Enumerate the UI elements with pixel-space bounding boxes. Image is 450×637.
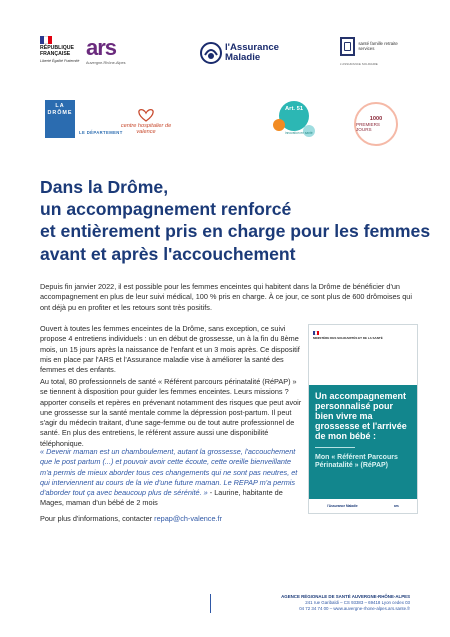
french-flag-icon [40, 36, 52, 44]
drome-letters: LA DRÔME [47, 103, 73, 116]
premiers-jours-number: 1000 [369, 115, 383, 122]
orange-circle-icon [273, 119, 285, 131]
brochure-headline: Un accompagnement personnalisé pour bien vivre ma grossesse et l'arrivée de mon bébé : [315, 391, 407, 441]
quote-text: « Devenir maman est un chamboulement, autant la grossesse, l'accouchement que le post partum (...) et pouvoir avoir cette écoute, cette oreille bienveillante m'a permis de mieux aborder tous ces changements qui ne sont pas neutres, et qui interviennent au cours de la vie d'une future maman. Le REPAP m'a permis d'aborder tout ça avec beaucoup plus de sérénité. » [40, 447, 298, 498]
page-footer [210, 594, 410, 613]
ars-wordmark: ars [86, 35, 117, 60]
brochure-divider [315, 447, 355, 448]
1000-premiers-jours-logo [354, 102, 398, 146]
art-51-subtitle: innovation en santé [285, 131, 313, 135]
quote-signature: - Laurine, habitante de Mages, maman d'un bébé de 2 mois [40, 488, 283, 508]
total-paragraph: Au total, 80 professionnels de santé « Référent parcours périnatalité (RéPAP) » se tiennent à disposition pour guider les femmes enceintes. Leurs missions ? apporter conseils et repères en prévenant notamment des risques que peut avoir une grossesse sur la santé mentale comme la dépression post-partum. Il peut s'agir du médecin traitant, d'une sage-femme ou de tout autre professionnel de santé. En plus des entretiens, le référent assure aussi une disponibilité téléphonique. [40, 377, 302, 448]
assurance-maladie-line1: l'Assurance [225, 42, 280, 53]
title-line: et entièrement pris en charge pour les femmes [40, 221, 431, 242]
footer-contact: 04 72 34 74 00 – www.auvergne-rhone-alpes.ars.sante.fr [299, 606, 410, 612]
intro-paragraph: Depuis fin janvier 2022, il est possible pour les femmes enceintes qui habitent dans la Drôme de bénéficier d'un accompagnement en plus de leur suivi médical, 100 % pris en charge. À ce jour, ce sont plus de 600 drômoises qui ont déjà pu en profiter et les retours sont très positifs. [40, 282, 412, 312]
msa-icon [340, 37, 355, 56]
brochure-subtitle: Mon « Référent Parcours Périnatalité » (RéPAP) [315, 454, 398, 470]
title-line: un accompagnement renforcé [40, 199, 292, 220]
assurance-maladie-icon [199, 41, 223, 65]
footer-address: 241 rue Garibaldi – CS 93383 – 69418 Lyon cedex 03 [305, 600, 410, 605]
ars-logo [86, 37, 142, 77]
title-line: avant et après l'accouchement [40, 243, 296, 264]
ch-valence-name: centre hospitalier de valence [120, 123, 172, 135]
drome-department-label: LE DÉPARTEMENT [79, 130, 123, 135]
republique-francaise-logo [40, 36, 86, 76]
title-line: Dans la Drôme, [40, 177, 169, 197]
hospital-heart-icon [134, 108, 158, 122]
art-51-logo [273, 101, 317, 145]
ch-valence-logo [118, 108, 174, 138]
page-title [40, 176, 431, 265]
sante-famille-logo [340, 37, 408, 73]
republique-name: RÉPUBLIQUE FRANÇAISE [40, 45, 75, 57]
contact-prefix: Pour plus d'informations, contacter [40, 514, 155, 523]
sante-famille-text: santé famille retraite services [358, 40, 398, 51]
contact-paragraph [40, 514, 302, 524]
repap-brochure-image [308, 324, 418, 514]
brochure-ministry: MINISTÈRE DES SOLIDARITÉS ET DE LA SANTÉ [313, 336, 383, 340]
open-paragraph: Ouvert à toutes les femmes enceintes de la Drôme, sans exception, ce suivi propose 4 entretiens individuels : un en début de grossesse, un à la fin du 8ème mois, un 15 jours après la naissance de l'enfant et un 3 mois après. Ce dispositif mis en place par l'ARS et l'Assurance maladie vise à améliorer la santé des femmes et des enfants. [40, 324, 300, 375]
premiers-jours-label: PREMIERS JOURS [356, 121, 380, 132]
art-51-title: Art. 51 [285, 106, 304, 112]
brochure-footer-right: ars [394, 504, 399, 508]
assurance-maladie-line2: Maladie [225, 52, 261, 63]
testimonial-quote [40, 447, 302, 509]
brochure-footer-left: l'Assurance Maladie [327, 504, 358, 508]
ars-subtitle: Auvergne-Rhône-Alpes [86, 61, 126, 65]
contact-email-link[interactable]: repap@ch-valence.fr [154, 514, 222, 523]
french-flag-icon [313, 331, 319, 335]
la-drome-logo [45, 100, 75, 138]
footer-agency: AGENCE RÉGIONALE DE SANTÉ AUVERGNE-RHÔNE-ALPES [281, 594, 410, 599]
assurance-maladie-logo [199, 40, 289, 66]
republique-motto: Liberté Égalité Fraternité [40, 59, 80, 64]
sante-famille-footer: L'ASSURANCE SOLIDAIRE [340, 62, 378, 66]
